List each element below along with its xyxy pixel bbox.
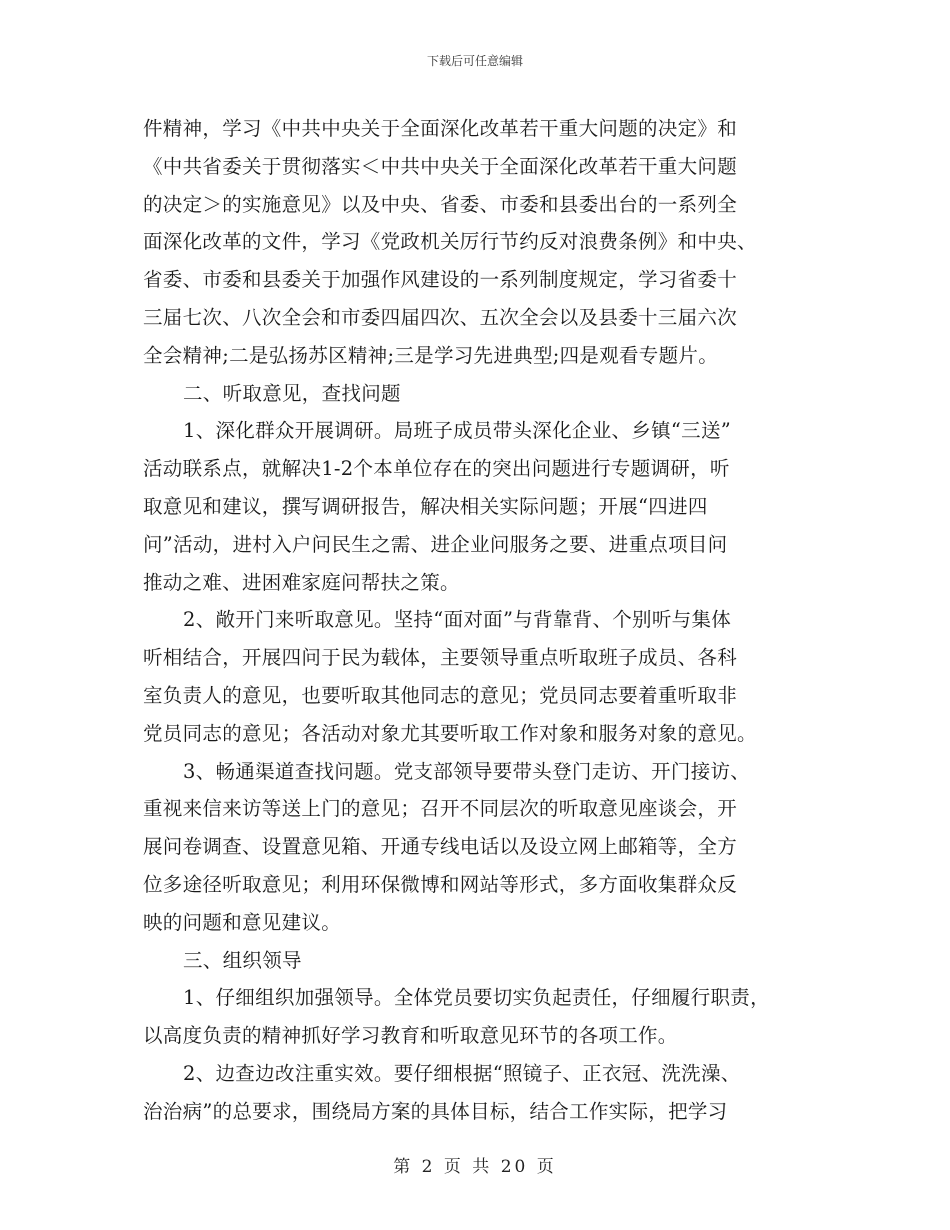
text-line: 映的问题和意见建议。	[143, 910, 342, 934]
text-line: 省委、市委和县委关于加强作风建设的一系列制度规定，学习省委十	[143, 268, 738, 292]
section-heading: 三、组织领导	[183, 948, 302, 972]
section-heading: 二、听取意见，查找问题	[183, 381, 401, 405]
text-line: 三届七次、八次全会和市委四届四次、五次全会以及县委十三届六次	[143, 305, 738, 329]
page-footer: 第 2 页 共 20 页	[393, 1157, 557, 1177]
text-line: 1、仔细组织加强领导。全体党员要切实负起责任，仔细履行职责，	[183, 986, 770, 1010]
text-line: 位多途径听取意见；利用环保微博和网站等形式，多方面收集群众反	[143, 872, 738, 896]
text-line: 2、边查边改注重实效。要仔细根据“照镜子、正衣冠、洗洗澡、	[183, 1061, 741, 1085]
text-line: 件精神，学习《中共中央关于全面深化改革若干重大问题的决定》和	[143, 117, 738, 140]
text-line: 党员同志的意见；各活动对象尤其要听取工作对象和服务对象的意见。	[143, 721, 757, 745]
page-header: 下载后可任意编辑	[426, 54, 523, 68]
text-line: 以高度负责的精神抓好学习教育和听取意见环节的各项工作。	[143, 1024, 678, 1048]
text-line: 推动之难、进困难家庭问帮扶之策。	[143, 570, 460, 594]
text-line: 听相结合，开展四问于民为载体，主要领导重点听取班子成员、各科	[143, 646, 738, 670]
document-body	[143, 110, 833, 1131]
text-line: 面深化改革的文件，学习《党政机关厉行节约反对浪费条例》和中央、	[143, 230, 757, 254]
text-line: 展问卷调查、设置意见箱、开通专线电话以及设立网上邮箱等，全方	[143, 835, 738, 859]
text-line: 取意见和建议，撰写调研报告，解决相关实际问题；开展“四进四	[143, 494, 708, 518]
text-line: 重视来信来访等送上门的意见；召开不同层次的听取意见座谈会，开	[143, 797, 738, 821]
text-line: 活动联系点，就解决1-2个本单位存在的突出问题进行专题调研，听	[143, 457, 730, 481]
text-line: 2、敞开门来听取意见。坚持“面对面”与背靠背、个别听与集体	[183, 608, 732, 632]
text-line: 问”活动，进村入户问民生之需、进企业问服务之要、进重点项目问	[143, 532, 728, 556]
text-line: 室负责人的意见，也要听取其他同志的意见；党员同志要着重听取非	[143, 683, 738, 707]
text-line: 《中共省委关于贯彻落实＜中共中央关于全面深化改革若干重大问题	[143, 154, 738, 178]
text-line: 全会精神;二是弘扬苏区精神;三是学习先进典型;四是观看专题片。	[143, 343, 719, 367]
text-line: 的决定＞的实施意见》以及中央、省委、市委和县委出台的一系列全	[143, 192, 738, 216]
text-line: 1、深化群众开展调研。局班子成员带头深化企业、乡镇“三送”	[183, 419, 732, 443]
text-line: 3、畅通渠道查找问题。党支部领导要带头登门走访、开门接访、	[183, 759, 751, 783]
text-line: 治治病”的总要求，围绕局方案的具体目标，结合工作实际，把学习	[143, 1099, 728, 1123]
